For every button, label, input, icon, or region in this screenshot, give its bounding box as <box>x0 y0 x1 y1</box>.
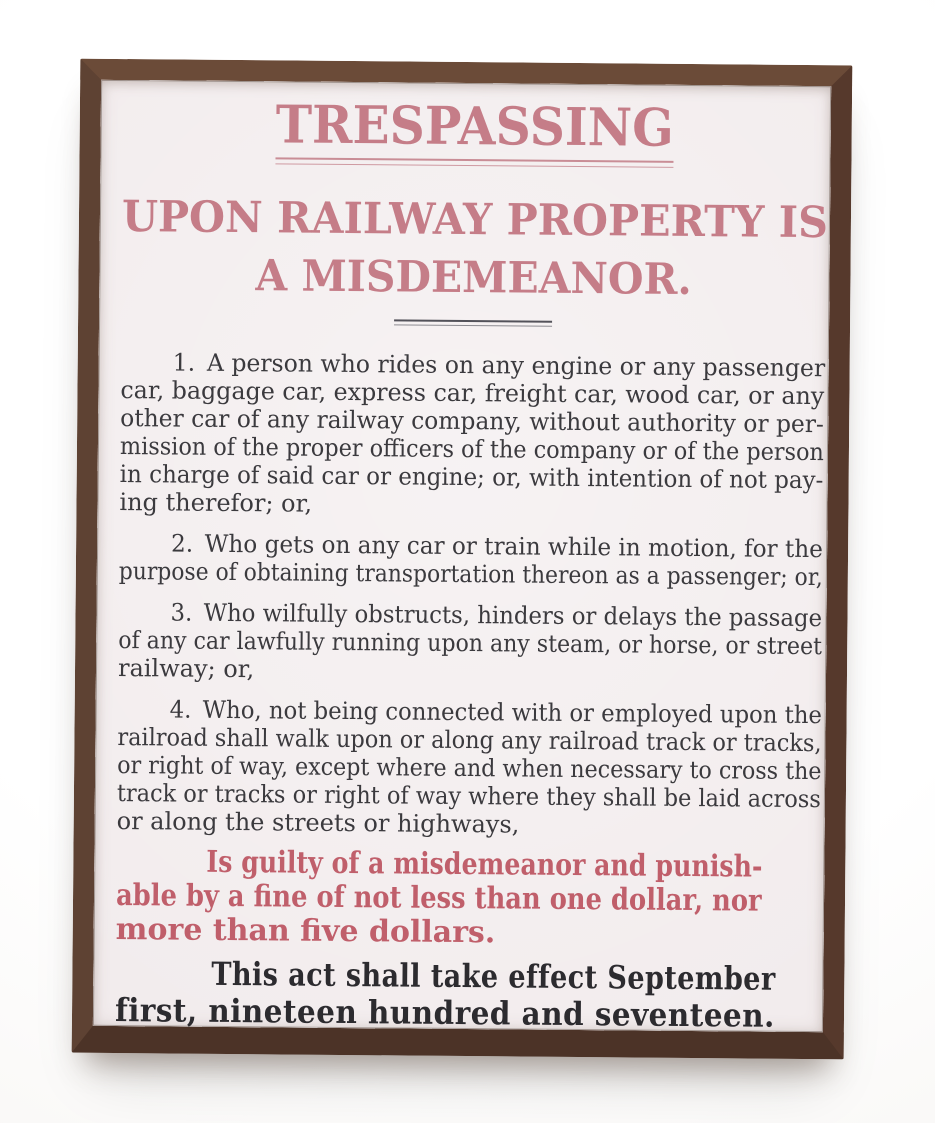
line-text: of any car lawfully running upon any steam, or horse, or street <box>118 626 823 661</box>
effective-date-line <box>115 992 775 1035</box>
line-text: or along the streets or highways, <box>116 806 520 839</box>
line-text: or right of way, except where and when necessary to cross the <box>117 750 822 786</box>
clause-4 <box>117 695 822 841</box>
title-double-rule <box>275 157 673 167</box>
clause-3 <box>118 598 823 688</box>
sign-title-line-3 <box>255 252 691 304</box>
line-text: track or tracks or right of way where they shall be laid across <box>116 778 821 814</box>
wood-picture-frame <box>72 59 853 1060</box>
clause-2-line <box>119 557 823 591</box>
line-text: A MISDEMEANOR. <box>255 251 693 305</box>
line-text: car, baggage car, express car, freight car, wood car, or any <box>120 376 825 411</box>
line-text: 3. Who wilfully obstructs, hinders or delays the passage <box>170 598 823 633</box>
line-text: purpose of obtaining transportation thereon as a passenger; or, <box>118 557 823 592</box>
line-text: ing therefor; or, <box>119 488 313 518</box>
penalty-line <box>116 913 762 953</box>
line-text: able by a fine of not less than one dollar, nor <box>115 877 762 919</box>
line-text: 4. Who, not being connected with or employed upon the <box>169 695 823 730</box>
effective-date-statement <box>115 955 776 1035</box>
trespassing-sign-poster <box>93 80 831 1035</box>
clause-2 <box>119 529 823 591</box>
line-text: 2. Who gets on any car or train while in motion, for the <box>171 529 823 564</box>
subtitle-double-rule <box>394 319 552 326</box>
line-text: first, nineteen hundred and seventeen. <box>114 990 775 1035</box>
clause-1 <box>119 348 824 522</box>
line-text: railway; or, <box>117 654 255 684</box>
sign-title-line-2 <box>122 193 828 247</box>
line-text: This act shall take effect September <box>211 954 776 998</box>
line-text: Is guilty of a misdemeanor and punish- <box>206 844 763 885</box>
line-text: TRESPASSING <box>275 94 675 159</box>
penalty-statement <box>116 845 763 953</box>
sign-title-line-1 <box>275 94 675 159</box>
line-text: 1. A person who rides on any engine or any passenger <box>172 348 826 383</box>
line-text: mission of the proper officers of the company or of the person <box>119 432 825 467</box>
line-text: other car of any railway company, without authority or per- <box>120 404 825 439</box>
sign-body <box>117 348 825 841</box>
line-text: UPON RAILWAY PROPERTY IS <box>121 192 829 249</box>
line-text: more than five dollars. <box>115 911 496 951</box>
line-text: in charge of said car or engine; or, with intention of not pay- <box>119 460 824 495</box>
line-text: railroad shall walk upon or along any railroad track or tracks, <box>117 723 822 758</box>
